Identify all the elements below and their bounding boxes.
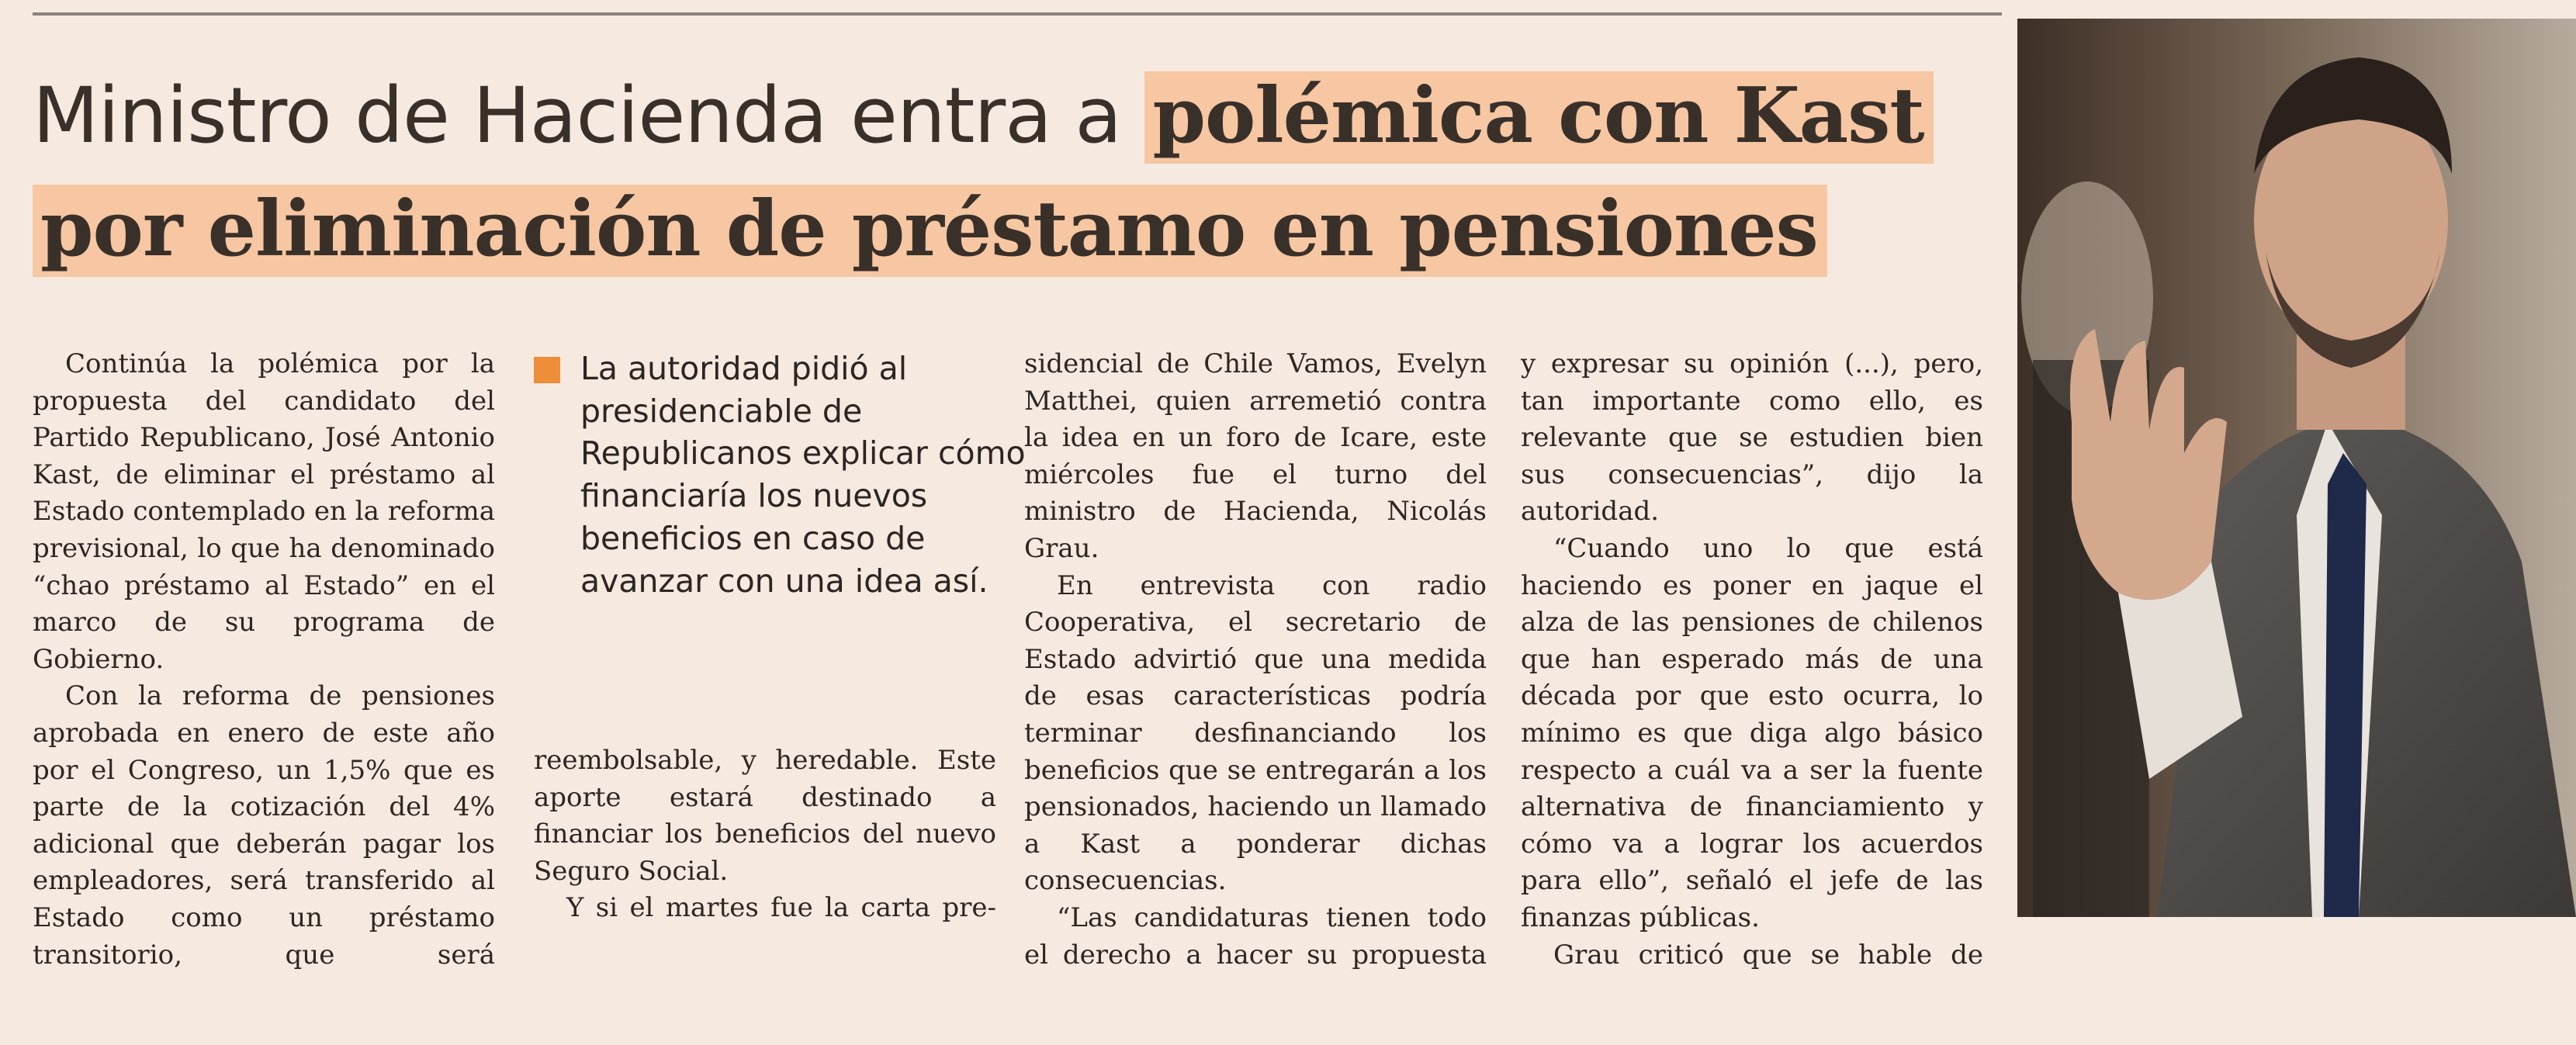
- pull-quote-text: La autoridad pidió al presidenciable de Republicanos explicar cómo financiaría los nuevos beneficios en caso de avanzar con una idea así.: [580, 350, 1026, 600]
- headline-highlight-2: por eliminación de préstamo en pensiones: [33, 185, 1827, 277]
- col2-paragraph-1: reembolsable, y heredable. Este aporte estará destinado a financiar los beneficios del nuevo Seguro Social.: [534, 745, 996, 887]
- article-column-3: [1024, 346, 1487, 974]
- minister-photo: [2017, 19, 2576, 917]
- col4-paragraph-3: Grau criticó que se hable de: [1553, 939, 1983, 971]
- article-column-1: [33, 346, 495, 974]
- article-column-2: [534, 742, 996, 927]
- col4-paragraph-2: “Cuando uno lo que está haciendo es poner en jaque el alza de las pensiones de chilenos que han esperado más de una década por que esto ocurra, lo mínimo es que diga algo básico respecto a cuál va a ser la fuente alternativa de financiamiento y cómo va a lograr los acuerdos para ello”, señaló el jefe de las finanzas públicas.: [1521, 532, 1983, 933]
- headline-line-1: [33, 71, 2003, 185]
- headline-line-2: [33, 185, 2003, 298]
- orange-square-bullet-icon: [534, 357, 560, 383]
- top-rule: [33, 12, 2002, 16]
- col4-paragraph-1: y expresar su opinión (...), pero, tan importante como ello, es relevante que se estudien bien sus consecuencias”, dijo la autoridad.: [1521, 348, 1983, 528]
- article-column-4: [1521, 346, 1983, 974]
- col3-paragraph-2: En entrevista con radio Cooperativa, el secretario de Estado advirtió que una medida de esas características podría terminar desfinanciando los beneficios que se entregarán a los pensionados, haciendo un llamado a Kast a ponderar dichas consecuencias.: [1024, 569, 1487, 897]
- headline-plain: Ministro de Hacienda entra a: [33, 71, 1145, 161]
- col3-paragraph-3: “Las candidaturas tienen todo el derecho a hacer su propuesta: [1024, 901, 1487, 971]
- col2-paragraph-2: Y si el martes fue la carta pre-: [566, 892, 996, 924]
- col1-paragraph-2: Con la reforma de pensiones aprobada en enero de este año por el Congreso, un 1,5% que es parte de la cotización del 4% adicional que deberán pagar los empleadores, será transferido al Estado como un préstamo transitorio, que será: [33, 680, 495, 971]
- headline-highlight-1: polémica con Kast: [1144, 71, 1933, 164]
- headline: [33, 71, 2003, 298]
- col3-paragraph-1: sidencial de Chile Vamos, Evelyn Matthei, quien arremetió contra la idea en un foro de Icare, este miércoles fue el turno del ministro de Hacienda, Nicolás Grau.: [1024, 348, 1487, 564]
- col1-paragraph-1: Continúa la polémica por la propuesta del candidato del Partido Republicano, José Antonio Kast, de eliminar el préstamo al Estado contemplado en la reforma previsional, lo que ha denominado “chao préstamo al Estado” en el marco de su programa de Gobierno.: [33, 348, 495, 675]
- minister-photo-illustration: [2017, 19, 2576, 917]
